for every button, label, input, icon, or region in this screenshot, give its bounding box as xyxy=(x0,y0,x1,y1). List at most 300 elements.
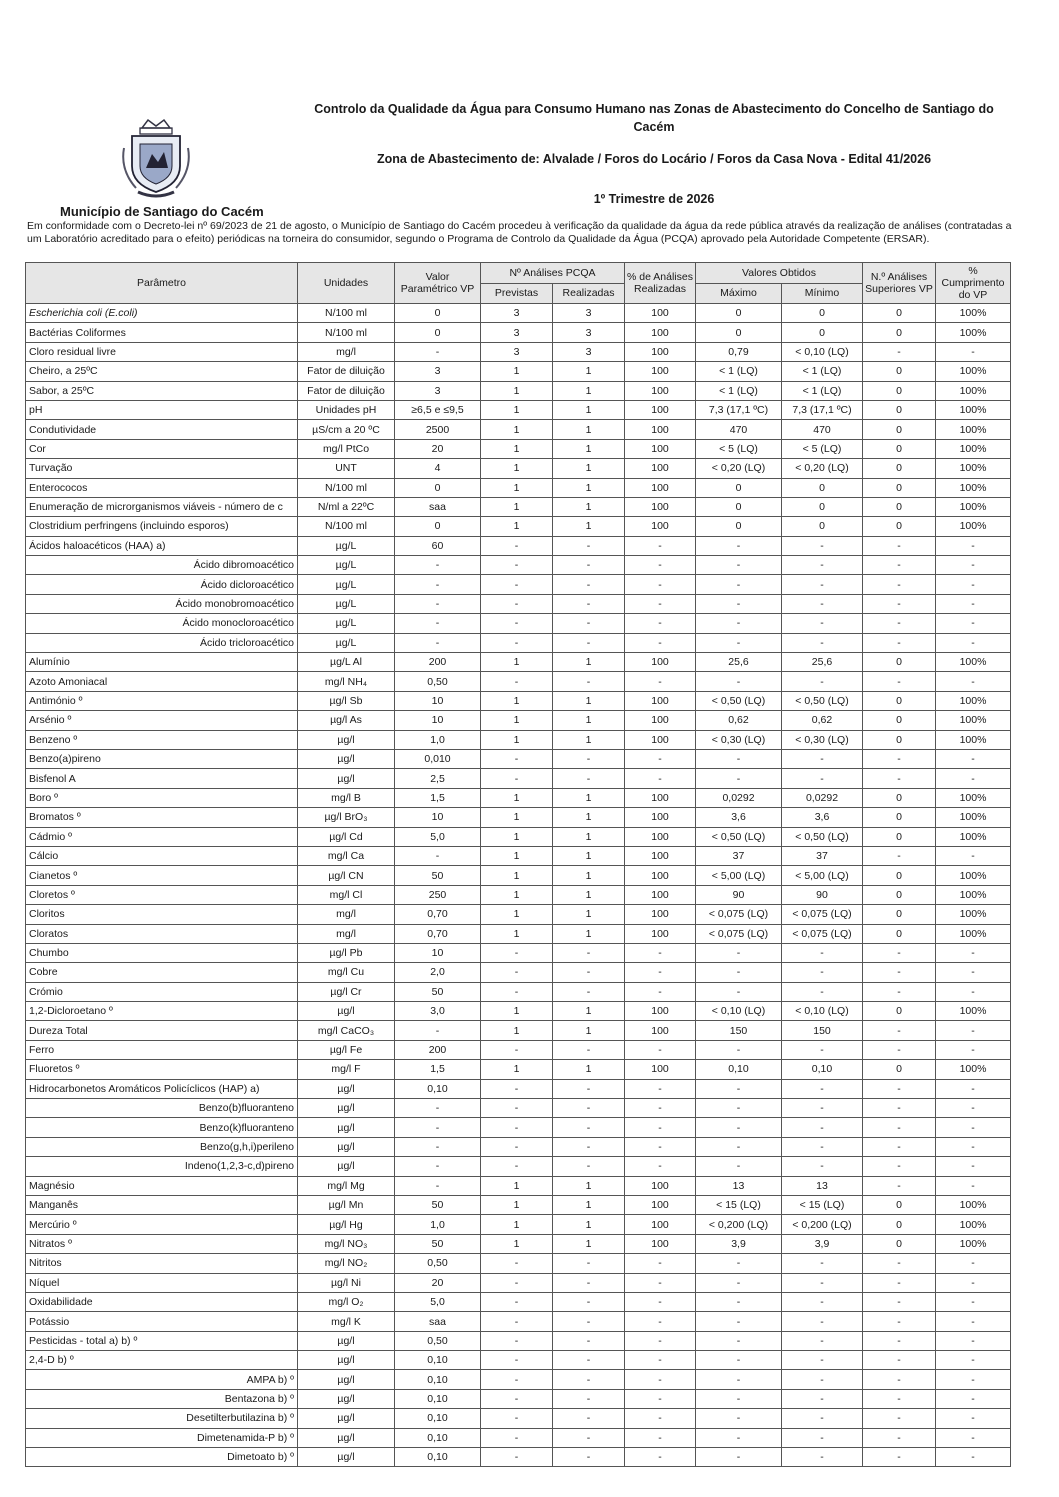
cell-sup: - xyxy=(863,1079,936,1098)
cell-pct: - xyxy=(625,1137,696,1156)
cell-max: - xyxy=(696,943,782,962)
cell-prev: 1 xyxy=(481,517,553,536)
cell-prev: 1 xyxy=(481,846,553,865)
cell-max: < 0,075 (LQ) xyxy=(696,905,782,924)
cell-sup: 0 xyxy=(863,439,936,458)
cell-real: 1 xyxy=(553,517,625,536)
cell-pct: - xyxy=(625,1254,696,1273)
cell-comp: 100% xyxy=(936,1195,1011,1214)
cell-comp: - xyxy=(936,575,1011,594)
header-units: Unidades xyxy=(298,263,395,304)
cell-real: 1 xyxy=(553,808,625,827)
cell-pct: - xyxy=(625,1312,696,1331)
cell-min: < 1 (LQ) xyxy=(782,381,863,400)
cell-units: µg/l xyxy=(298,1370,395,1389)
cell-prev: 1 xyxy=(481,1060,553,1079)
cell-prev: 3 xyxy=(481,304,553,323)
cell-comp: 100% xyxy=(936,1215,1011,1234)
cell-sup: - xyxy=(863,594,936,613)
cell-vp: 10 xyxy=(395,711,481,730)
cell-param: Dureza Total xyxy=(26,1021,298,1040)
cell-min: < 0,50 (LQ) xyxy=(782,827,863,846)
cell-max: - xyxy=(696,1351,782,1370)
table-row xyxy=(26,943,1011,962)
table-row xyxy=(26,905,1011,924)
table-row xyxy=(26,730,1011,749)
table-row xyxy=(26,1389,1011,1408)
cell-max: - xyxy=(696,536,782,555)
cell-param: Bactérias Coliformes xyxy=(26,323,298,342)
cell-param: Crómio xyxy=(26,982,298,1001)
cell-min: 7,3 (17,1 ºC) xyxy=(782,400,863,419)
cell-comp: 100% xyxy=(936,304,1011,323)
cell-min: - xyxy=(782,1428,863,1447)
cell-param: Cloritos xyxy=(26,905,298,924)
cell-real: - xyxy=(553,963,625,982)
cell-real: 1 xyxy=(553,885,625,904)
cell-real: - xyxy=(553,672,625,691)
cell-max: 0 xyxy=(696,323,782,342)
cell-max: 150 xyxy=(696,1021,782,1040)
cell-param: Cloretos º xyxy=(26,885,298,904)
cell-max: < 5 (LQ) xyxy=(696,439,782,458)
cell-units: µg/l BrO₃ xyxy=(298,808,395,827)
table-row xyxy=(26,362,1011,381)
cell-units: µg/l xyxy=(298,1428,395,1447)
results-table xyxy=(25,262,1011,1467)
cell-comp: - xyxy=(936,1331,1011,1350)
cell-min: 0 xyxy=(782,497,863,516)
cell-min: < 0,075 (LQ) xyxy=(782,905,863,924)
cell-real: 1 xyxy=(553,1021,625,1040)
cell-prev: - xyxy=(481,556,553,575)
cell-vp: 3 xyxy=(395,362,481,381)
cell-min: < 0,10 (LQ) xyxy=(782,1002,863,1021)
cell-max: - xyxy=(696,982,782,1001)
cell-units: µg/l xyxy=(298,1137,395,1156)
cell-param: Enterococos xyxy=(26,478,298,497)
cell-real: 1 xyxy=(553,711,625,730)
cell-prev: 1 xyxy=(481,905,553,924)
table-row xyxy=(26,866,1011,885)
cell-pct: - xyxy=(625,982,696,1001)
cell-param: Cádmio º xyxy=(26,827,298,846)
cell-sup: 0 xyxy=(863,420,936,439)
cell-param: Bromatos º xyxy=(26,808,298,827)
cell-comp: 100% xyxy=(936,711,1011,730)
cell-real: - xyxy=(553,1273,625,1292)
cell-vp: - xyxy=(395,1137,481,1156)
cell-real: 1 xyxy=(553,1234,625,1253)
cell-param: 2,4-D b) º xyxy=(26,1351,298,1370)
cell-min: - xyxy=(782,672,863,691)
table-row xyxy=(26,1021,1011,1040)
cell-units: mg/l Mg xyxy=(298,1176,395,1195)
cell-comp: - xyxy=(936,1118,1011,1137)
cell-units: mg/l Cu xyxy=(298,963,395,982)
cell-prev: - xyxy=(481,594,553,613)
cell-real: - xyxy=(553,1312,625,1331)
cell-max: 0,10 xyxy=(696,1060,782,1079)
cell-comp: - xyxy=(936,1254,1011,1273)
cell-pct: 100 xyxy=(625,866,696,885)
cell-units: µg/l xyxy=(298,730,395,749)
table-row xyxy=(26,1273,1011,1292)
cell-param: Nitritos xyxy=(26,1254,298,1273)
cell-sup: 0 xyxy=(863,827,936,846)
cell-min: 0 xyxy=(782,478,863,497)
cell-units: µg/l xyxy=(298,1389,395,1408)
cell-vp: 50 xyxy=(395,866,481,885)
cell-comp: - xyxy=(936,556,1011,575)
cell-max: - xyxy=(696,1157,782,1176)
cell-prev: 1 xyxy=(481,1021,553,1040)
table-row xyxy=(26,1060,1011,1079)
cell-pct: - xyxy=(625,1370,696,1389)
table-row xyxy=(26,517,1011,536)
table-row xyxy=(26,1118,1011,1137)
cell-vp: 0,70 xyxy=(395,924,481,943)
cell-prev: - xyxy=(481,633,553,652)
table-row xyxy=(26,749,1011,768)
cell-vp: 0,10 xyxy=(395,1428,481,1447)
cell-vp: 0,50 xyxy=(395,1331,481,1350)
cell-units: mg/l NH₄ xyxy=(298,672,395,691)
cell-pct: - xyxy=(625,575,696,594)
cell-prev: - xyxy=(481,614,553,633)
cell-param: Ácido dibromoacético xyxy=(26,556,298,575)
cell-sup: 0 xyxy=(863,459,936,478)
cell-prev: 3 xyxy=(481,342,553,361)
cell-vp: 0,10 xyxy=(395,1351,481,1370)
cell-vp: 50 xyxy=(395,982,481,1001)
cell-pct: 100 xyxy=(625,1021,696,1040)
header-analyses: Nº Análises PCQA xyxy=(481,263,625,284)
table-row xyxy=(26,846,1011,865)
cell-param: Ferro xyxy=(26,1040,298,1059)
cell-comp: - xyxy=(936,1448,1011,1467)
cell-real: 1 xyxy=(553,459,625,478)
cell-comp: 100% xyxy=(936,885,1011,904)
header-vp: Valor Paramétrico VP xyxy=(395,263,481,304)
cell-min: - xyxy=(782,1409,863,1428)
cell-pct: 100 xyxy=(625,846,696,865)
cell-pct: - xyxy=(625,536,696,555)
cell-prev: 1 xyxy=(481,439,553,458)
cell-vp: 200 xyxy=(395,653,481,672)
cell-units: µg/l As xyxy=(298,711,395,730)
cell-sup: - xyxy=(863,846,936,865)
cell-comp: - xyxy=(936,982,1011,1001)
cell-sup: - xyxy=(863,769,936,788)
cell-comp: 100% xyxy=(936,1060,1011,1079)
cell-min: - xyxy=(782,1079,863,1098)
cell-vp: 250 xyxy=(395,885,481,904)
table-row xyxy=(26,885,1011,904)
cell-min: < 0,075 (LQ) xyxy=(782,924,863,943)
cell-prev: - xyxy=(481,963,553,982)
cell-real: - xyxy=(553,982,625,1001)
cell-pct: - xyxy=(625,1428,696,1447)
cell-param: Ácido tricloroacético xyxy=(26,633,298,652)
cell-vp: - xyxy=(395,1176,481,1195)
cell-units: µS/cm a 20 ºC xyxy=(298,420,395,439)
cell-vp: 0 xyxy=(395,517,481,536)
cell-real: - xyxy=(553,943,625,962)
cell-vp: 60 xyxy=(395,536,481,555)
cell-max: < 15 (LQ) xyxy=(696,1195,782,1214)
table-row xyxy=(26,1157,1011,1176)
supply-zone: Zona de Abastecimento de: Alvalade / Foros do Locário / Foros da Casa Nova - Edital 41/2026 xyxy=(376,152,932,166)
cell-min: < 5,00 (LQ) xyxy=(782,866,863,885)
table-row xyxy=(26,1195,1011,1214)
table-row xyxy=(26,1428,1011,1447)
cell-sup: 0 xyxy=(863,808,936,827)
cell-units: µg/l xyxy=(298,769,395,788)
cell-sup: - xyxy=(863,1448,936,1467)
cell-units: µg/l xyxy=(298,1079,395,1098)
cell-param: Desetilterbutilazina b) º xyxy=(26,1409,298,1428)
cell-vp: 0 xyxy=(395,478,481,497)
cell-comp: - xyxy=(936,846,1011,865)
cell-sup: - xyxy=(863,1157,936,1176)
cell-comp: - xyxy=(936,1389,1011,1408)
results-body xyxy=(26,304,1011,1467)
cell-real: - xyxy=(553,594,625,613)
cell-prev: - xyxy=(481,1389,553,1408)
table-row xyxy=(26,1234,1011,1253)
cell-prev: - xyxy=(481,1370,553,1389)
cell-real: - xyxy=(553,633,625,652)
cell-real: 1 xyxy=(553,1176,625,1195)
cell-comp: 100% xyxy=(936,827,1011,846)
cell-vp: 3,0 xyxy=(395,1002,481,1021)
cell-comp: - xyxy=(936,1079,1011,1098)
table-row xyxy=(26,672,1011,691)
cell-sup: - xyxy=(863,614,936,633)
cell-prev: 1 xyxy=(481,711,553,730)
cell-pct: 100 xyxy=(625,362,696,381)
cell-param: Cálcio xyxy=(26,846,298,865)
cell-max: - xyxy=(696,575,782,594)
cell-comp: 100% xyxy=(936,381,1011,400)
cell-pct: 100 xyxy=(625,1002,696,1021)
cell-sup: - xyxy=(863,749,936,768)
cell-real: 3 xyxy=(553,342,625,361)
cell-max: 25,6 xyxy=(696,653,782,672)
cell-vp: - xyxy=(395,1099,481,1118)
cell-sup: 0 xyxy=(863,362,936,381)
table-row xyxy=(26,808,1011,827)
cell-param: Ácido dicloroacético xyxy=(26,575,298,594)
cell-sup: 0 xyxy=(863,1060,936,1079)
cell-vp: - xyxy=(395,633,481,652)
cell-vp: 1,0 xyxy=(395,1215,481,1234)
cell-pct: 100 xyxy=(625,711,696,730)
cell-comp: - xyxy=(936,1157,1011,1176)
cell-vp: 0 xyxy=(395,323,481,342)
cell-units: µg/l xyxy=(298,1099,395,1118)
cell-max: 37 xyxy=(696,846,782,865)
cell-max: - xyxy=(696,1409,782,1428)
cell-vp: - xyxy=(395,575,481,594)
cell-units: mg/l B xyxy=(298,788,395,807)
cell-max: - xyxy=(696,1428,782,1447)
table-row xyxy=(26,1137,1011,1156)
cell-real: 1 xyxy=(553,730,625,749)
cell-min: 25,6 xyxy=(782,653,863,672)
cell-pct: 100 xyxy=(625,497,696,516)
cell-min: - xyxy=(782,1389,863,1408)
cell-real: - xyxy=(553,1157,625,1176)
cell-units: µg/l xyxy=(298,1448,395,1467)
cell-real: - xyxy=(553,1040,625,1059)
cell-pct: - xyxy=(625,1118,696,1137)
cell-min: - xyxy=(782,1157,863,1176)
cell-sup: - xyxy=(863,672,936,691)
cell-min: - xyxy=(782,749,863,768)
cell-sup: 0 xyxy=(863,866,936,885)
cell-max: < 0,30 (LQ) xyxy=(696,730,782,749)
cell-pct: - xyxy=(625,1292,696,1311)
cell-param: Benzo(k)fluoranteno xyxy=(26,1118,298,1137)
cell-real: 1 xyxy=(553,866,625,885)
cell-comp: 100% xyxy=(936,1234,1011,1253)
cell-min: 0,62 xyxy=(782,711,863,730)
cell-comp: - xyxy=(936,1040,1011,1059)
cell-prev: - xyxy=(481,769,553,788)
cell-param: Níquel xyxy=(26,1273,298,1292)
cell-sup: 0 xyxy=(863,497,936,516)
cell-sup: 0 xyxy=(863,711,936,730)
cell-sup: 0 xyxy=(863,924,936,943)
cell-vp: 20 xyxy=(395,1273,481,1292)
cell-vp: 1,0 xyxy=(395,730,481,749)
cell-min: 13 xyxy=(782,1176,863,1195)
cell-param: Oxidabilidade xyxy=(26,1292,298,1311)
cell-units: µg/l Cr xyxy=(298,982,395,1001)
cell-min: - xyxy=(782,1040,863,1059)
cell-param: Benzo(g,h,i)perileno xyxy=(26,1137,298,1156)
cell-pct: - xyxy=(625,1273,696,1292)
cell-sup: - xyxy=(863,982,936,1001)
cell-units: µg/l xyxy=(298,749,395,768)
cell-sup: - xyxy=(863,1409,936,1428)
cell-vp: 50 xyxy=(395,1234,481,1253)
cell-vp: 1,5 xyxy=(395,1060,481,1079)
cell-comp: - xyxy=(936,1428,1011,1447)
cell-min: - xyxy=(782,1331,863,1350)
cell-comp: 100% xyxy=(936,788,1011,807)
cell-max: - xyxy=(696,1448,782,1467)
cell-min: - xyxy=(782,1351,863,1370)
cell-max: - xyxy=(696,1040,782,1059)
cell-prev: 1 xyxy=(481,691,553,710)
cell-min: 90 xyxy=(782,885,863,904)
cell-max: 0,79 xyxy=(696,342,782,361)
cell-units: µg/L xyxy=(298,556,395,575)
cell-prev: - xyxy=(481,1254,553,1273)
cell-comp: - xyxy=(936,943,1011,962)
cell-max: - xyxy=(696,614,782,633)
table-row xyxy=(26,478,1011,497)
cell-pct: - xyxy=(625,963,696,982)
cell-prev: - xyxy=(481,982,553,1001)
cell-pct: 100 xyxy=(625,691,696,710)
cell-prev: - xyxy=(481,672,553,691)
table-row xyxy=(26,614,1011,633)
cell-real: 1 xyxy=(553,691,625,710)
cell-units: N/100 ml xyxy=(298,478,395,497)
cell-comp: 100% xyxy=(936,497,1011,516)
cell-min: - xyxy=(782,575,863,594)
cell-sup: - xyxy=(863,1099,936,1118)
cell-units: N/100 ml xyxy=(298,323,395,342)
cell-pct: 100 xyxy=(625,1195,696,1214)
cell-pct: - xyxy=(625,1331,696,1350)
cell-vp: 2,5 xyxy=(395,769,481,788)
cell-prev: - xyxy=(481,1312,553,1331)
cell-comp: - xyxy=(936,1370,1011,1389)
cell-param: Bentazona b) º xyxy=(26,1389,298,1408)
cell-units: µg/l Sb xyxy=(298,691,395,710)
cell-vp: 0,70 xyxy=(395,905,481,924)
cell-sup: 0 xyxy=(863,788,936,807)
cell-comp: 100% xyxy=(936,517,1011,536)
cell-vp: 10 xyxy=(395,691,481,710)
cell-comp: - xyxy=(936,594,1011,613)
cell-min: 150 xyxy=(782,1021,863,1040)
cell-prev: - xyxy=(481,943,553,962)
cell-max: - xyxy=(696,556,782,575)
cell-units: N/100 ml xyxy=(298,517,395,536)
cell-param: AMPA b) º xyxy=(26,1370,298,1389)
cell-units: mg/l Ca xyxy=(298,846,395,865)
cell-prev: - xyxy=(481,1099,553,1118)
cell-sup: - xyxy=(863,1389,936,1408)
cell-param: Dimetoato b) º xyxy=(26,1448,298,1467)
cell-real: - xyxy=(553,769,625,788)
cell-vp: 3 xyxy=(395,381,481,400)
cell-prev: 1 xyxy=(481,478,553,497)
cell-real: 1 xyxy=(553,420,625,439)
cell-comp: - xyxy=(936,1099,1011,1118)
cell-prev: - xyxy=(481,1079,553,1098)
cell-vp: 20 xyxy=(395,439,481,458)
cell-prev: 1 xyxy=(481,866,553,885)
cell-comp: 100% xyxy=(936,439,1011,458)
cell-vp: - xyxy=(395,1157,481,1176)
table-row xyxy=(26,827,1011,846)
cell-comp: - xyxy=(936,769,1011,788)
cell-sup: 0 xyxy=(863,478,936,497)
cell-max: 13 xyxy=(696,1176,782,1195)
cell-min: < 0,10 (LQ) xyxy=(782,342,863,361)
table-row xyxy=(26,924,1011,943)
cell-sup: 0 xyxy=(863,885,936,904)
table-row xyxy=(26,1448,1011,1467)
cell-prev: 1 xyxy=(481,420,553,439)
cell-prev: 3 xyxy=(481,323,553,342)
cell-param: Indeno(1,2,3-c,d)pireno xyxy=(26,1157,298,1176)
cell-param: Cloro residual livre xyxy=(26,342,298,361)
cell-comp: 100% xyxy=(936,459,1011,478)
cell-param: Ácidos haloacéticos (HAA) a) xyxy=(26,536,298,555)
cell-param: Alumínio xyxy=(26,653,298,672)
municipality-name: Município de Santiago do Cacém xyxy=(60,204,264,219)
cell-max: - xyxy=(696,1331,782,1350)
cell-pct: - xyxy=(625,769,696,788)
